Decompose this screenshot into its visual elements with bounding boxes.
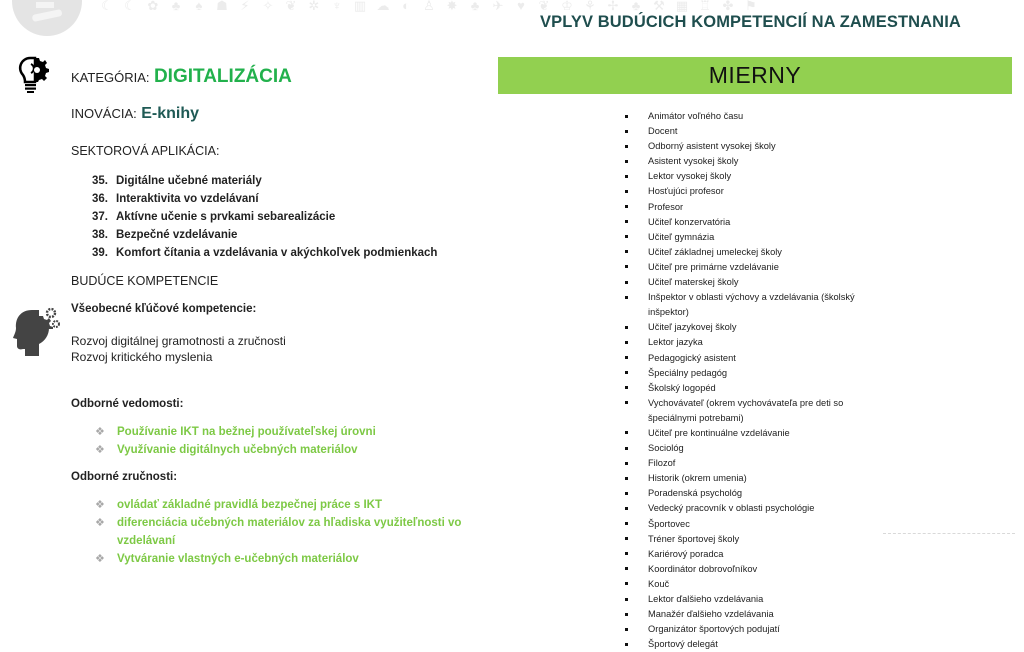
list-item bbox=[92, 208, 437, 226]
item-text: diferenciácia učebných materiálov za hľadiska využiteľnosti vo vzdelávaní bbox=[117, 517, 462, 547]
dashed-divider bbox=[883, 533, 1015, 534]
job-title: Učiteľ základnej umeleckej školy bbox=[648, 246, 782, 257]
job-title: Animátor voľného času bbox=[648, 111, 744, 121]
head-gears-icon bbox=[12, 306, 60, 363]
square-bullet-icon bbox=[625, 567, 628, 570]
job-list-item bbox=[624, 637, 864, 652]
list-item: Rozvoj digitálnej gramotnosti a zručnosti bbox=[71, 334, 286, 348]
job-title: Kouč bbox=[648, 578, 670, 589]
list-item bbox=[92, 226, 437, 244]
diamond-bullet-icon: ❖ bbox=[95, 499, 105, 511]
job-title: Lektor vysokej školy bbox=[648, 171, 732, 182]
job-title: Učiteľ pre primárne vzdelávanie bbox=[648, 261, 779, 272]
decorative-icon: ❦ bbox=[538, 0, 550, 13]
job-title: Asistent vysokej školy bbox=[648, 156, 739, 167]
job-title: Docent bbox=[648, 126, 678, 137]
job-list-item bbox=[624, 124, 864, 139]
general-competencies-heading: Všeobecné kľúčové kompetencie: bbox=[71, 303, 257, 315]
square-bullet-icon bbox=[625, 341, 628, 344]
job-list-item bbox=[624, 245, 864, 260]
job-title: Hosťujúci profesor bbox=[648, 186, 724, 197]
item-text: Aktívne učenie s prvkami sebarealizácie bbox=[116, 211, 336, 223]
job-title: Školský logopéd bbox=[648, 382, 716, 393]
job-list-item bbox=[624, 109, 864, 124]
decorative-icon: ◐ bbox=[402, 0, 410, 13]
diamond-bullet-icon: ❖ bbox=[95, 517, 105, 529]
job-title: Športovec bbox=[648, 518, 690, 529]
decorative-icon: ▦ bbox=[675, 0, 689, 13]
job-title: Lektor ďalšieho vzdelávania bbox=[648, 594, 764, 604]
graduation-logo bbox=[12, 0, 82, 36]
job-list-item bbox=[624, 441, 864, 456]
item-text: Bezpečné vzdelávanie bbox=[116, 229, 238, 241]
square-bullet-icon bbox=[625, 250, 628, 253]
decorative-icon: ⚘ bbox=[584, 0, 596, 13]
decorative-icon: ✢ bbox=[607, 0, 619, 13]
decorative-icon: ♔ bbox=[561, 0, 573, 13]
job-title: Športový delegát bbox=[648, 639, 718, 650]
job-list-item bbox=[624, 200, 864, 215]
job-list-item bbox=[624, 169, 864, 184]
job-title: Profesor bbox=[648, 201, 684, 212]
decorative-icon: ▥ bbox=[353, 0, 367, 13]
square-bullet-icon bbox=[625, 582, 628, 585]
knowledge-heading: Odborné vedomosti: bbox=[71, 398, 184, 410]
square-bullet-icon bbox=[625, 643, 628, 646]
square-bullet-icon bbox=[625, 326, 628, 329]
decorative-icon: ✧ bbox=[262, 0, 274, 13]
job-title: Učiteľ pre kontinuálne vzdelávanie bbox=[648, 427, 790, 438]
job-title: Inšpektor v oblasti výchovy a vzdelávania (školský inšpektor) bbox=[648, 292, 855, 318]
job-title: Kariérový poradca bbox=[648, 548, 724, 559]
item-text: Vytváranie vlastných e-učebných materiálov bbox=[117, 553, 359, 565]
square-bullet-icon bbox=[625, 356, 628, 359]
decorative-icon: ♆ bbox=[332, 0, 342, 13]
job-list-item bbox=[624, 290, 864, 320]
job-title: Učiteľ gymnázia bbox=[648, 231, 715, 242]
decorative-icon: ♠ bbox=[195, 0, 203, 13]
square-bullet-icon bbox=[625, 296, 628, 299]
impact-level-label: MIERNY bbox=[708, 62, 802, 88]
item-number: 38. bbox=[92, 229, 108, 241]
category-label: KATEGÓRIA: bbox=[71, 70, 150, 85]
item-text: Komfort čítania a vzdelávania v akýchkoľvek podmienkach bbox=[116, 247, 438, 259]
job-title: Lektor jazyka bbox=[648, 337, 703, 348]
list-item bbox=[92, 172, 437, 190]
innovation-value: E-knihy bbox=[141, 105, 199, 122]
page-title: VPLYV BUDÚCICH KOMPETENCIÍ NA ZAMESTNANIA bbox=[540, 13, 961, 31]
square-bullet-icon bbox=[625, 598, 628, 601]
job-title: Vychovávateľ (okrem vychovávateľa pre deti so špeciálnymi potrebami) bbox=[648, 397, 844, 423]
job-list-item bbox=[624, 501, 864, 516]
square-bullet-icon bbox=[625, 235, 628, 238]
decorative-icon: ♙ bbox=[423, 0, 435, 13]
decorative-icon: ☾ bbox=[124, 0, 136, 13]
decorative-icon: ❦ bbox=[285, 0, 297, 13]
category-value: DIGITALIZÁCIA bbox=[153, 66, 292, 87]
sector-label: SEKTOROVÁ APLIKÁCIA: bbox=[71, 144, 220, 158]
item-text: ovládať základné pravidlá bezpečnej práce s IKT bbox=[117, 499, 382, 511]
job-list-item bbox=[624, 456, 864, 471]
job-list-item bbox=[624, 351, 864, 366]
job-title: Učiteľ materskej školy bbox=[648, 277, 739, 288]
decorative-icon: ✤ bbox=[722, 0, 734, 13]
skills-heading: Odborné zručnosti: bbox=[71, 471, 178, 483]
knowledge-list bbox=[95, 423, 475, 459]
list-item bbox=[92, 244, 437, 262]
job-list-item bbox=[624, 622, 864, 637]
job-title: Učiteľ konzervatória bbox=[648, 216, 731, 227]
decorative-icon: ⚒ bbox=[653, 0, 665, 13]
job-title: Sociológ bbox=[648, 443, 684, 454]
job-list-item bbox=[624, 260, 864, 275]
decorative-icon: ✸ bbox=[446, 0, 458, 13]
job-list-item bbox=[624, 486, 864, 501]
list-item bbox=[92, 190, 437, 208]
innovation-line bbox=[71, 105, 199, 123]
job-title: Pedagogický asistent bbox=[648, 352, 736, 363]
decorative-icon: ✲ bbox=[308, 0, 320, 13]
decorative-icon: ♖ bbox=[699, 0, 711, 13]
square-bullet-icon bbox=[625, 205, 628, 208]
item-text: Využívanie digitálnych učebných materiálov bbox=[117, 444, 358, 456]
skills-list bbox=[95, 496, 475, 568]
job-list-item bbox=[624, 426, 864, 441]
job-list-item bbox=[624, 396, 864, 426]
square-bullet-icon bbox=[625, 462, 628, 465]
list-item bbox=[95, 514, 475, 550]
affected-jobs-list bbox=[624, 109, 864, 652]
decorative-icon: ☗ bbox=[216, 0, 228, 13]
job-title: Učiteľ jazykovej školy bbox=[648, 322, 737, 333]
future-competencies-label: BUDÚCE KOMPETENCIE bbox=[71, 274, 219, 288]
item-text: Digitálne učebné materiály bbox=[116, 175, 262, 187]
job-list-item bbox=[624, 184, 864, 199]
diamond-bullet-icon: ❖ bbox=[95, 553, 105, 565]
decorative-icon: ☁ bbox=[376, 0, 390, 13]
job-list-item bbox=[624, 335, 864, 350]
item-number: 36. bbox=[92, 193, 108, 205]
square-bullet-icon bbox=[625, 613, 628, 616]
diamond-bullet-icon: ❖ bbox=[95, 444, 105, 456]
square-bullet-icon bbox=[625, 477, 628, 480]
sector-application-list bbox=[92, 172, 437, 262]
square-bullet-icon bbox=[625, 220, 628, 223]
job-title: Špeciálny pedagóg bbox=[648, 367, 728, 378]
square-bullet-icon bbox=[625, 522, 628, 525]
impact-level-banner bbox=[498, 57, 1012, 94]
square-bullet-icon bbox=[625, 160, 628, 163]
job-title: Vedecký pracovník v oblasti psychológie bbox=[648, 503, 815, 514]
job-list-item bbox=[624, 471, 864, 486]
decorative-icon: ♣ bbox=[470, 0, 480, 13]
square-bullet-icon bbox=[625, 130, 628, 133]
innovation-label: INOVÁCIA: bbox=[71, 106, 137, 121]
graduation-cap-icon bbox=[30, 2, 66, 22]
list-item bbox=[95, 550, 475, 568]
lightbulb-gear-icon bbox=[16, 55, 50, 100]
decorative-icon: ♥ bbox=[517, 0, 525, 13]
list-item bbox=[95, 441, 475, 459]
square-bullet-icon bbox=[625, 447, 628, 450]
square-bullet-icon bbox=[625, 507, 628, 510]
job-list-item bbox=[624, 532, 864, 547]
diamond-bullet-icon: ❖ bbox=[95, 426, 105, 438]
square-bullet-icon bbox=[625, 281, 628, 284]
decorative-icon: ✈ bbox=[492, 0, 504, 13]
list-item bbox=[95, 423, 475, 441]
item-text: Používanie IKT na bežnej používateľskej úrovni bbox=[117, 426, 376, 438]
job-list-item bbox=[624, 215, 864, 230]
job-list-item bbox=[624, 320, 864, 335]
decorative-icon: ♣ bbox=[171, 0, 181, 13]
job-list-item bbox=[624, 275, 864, 290]
decorative-icon: ⚑ bbox=[745, 0, 757, 13]
job-title: Historik (okrem umenia) bbox=[648, 473, 747, 484]
square-bullet-icon bbox=[625, 552, 628, 555]
job-list-item bbox=[624, 139, 864, 154]
job-list-item bbox=[624, 381, 864, 396]
square-bullet-icon bbox=[625, 145, 628, 148]
square-bullet-icon bbox=[625, 115, 628, 118]
square-bullet-icon bbox=[625, 265, 628, 268]
job-list-item bbox=[624, 517, 864, 532]
square-bullet-icon bbox=[625, 175, 628, 178]
decorative-icon: ⚡ bbox=[240, 0, 250, 13]
list-item bbox=[95, 496, 475, 514]
job-list-item bbox=[624, 547, 864, 562]
job-list-item bbox=[624, 562, 864, 577]
square-bullet-icon bbox=[625, 628, 628, 631]
job-list-item bbox=[624, 607, 864, 622]
square-bullet-icon bbox=[625, 492, 628, 495]
square-bullet-icon bbox=[625, 431, 628, 434]
job-title: Filozof bbox=[648, 458, 676, 469]
square-bullet-icon bbox=[625, 537, 628, 540]
job-title: Manažér ďalšieho vzdelávania bbox=[648, 609, 774, 620]
job-title: Odborný asistent vysokej školy bbox=[648, 141, 776, 152]
list-item: Rozvoj kritického myslenia bbox=[71, 350, 213, 364]
decorative-icon: ✿ bbox=[147, 0, 159, 13]
decorative-icon: ☾ bbox=[101, 0, 113, 13]
job-list-item bbox=[624, 366, 864, 381]
square-bullet-icon bbox=[625, 371, 628, 374]
square-bullet-icon bbox=[625, 401, 628, 404]
item-number: 37. bbox=[92, 211, 108, 223]
job-title: Koordinátor dobrovoľníkov bbox=[648, 563, 758, 574]
job-list-item bbox=[624, 154, 864, 169]
category-line bbox=[71, 66, 292, 88]
general-competencies-list bbox=[71, 333, 286, 365]
item-number: 35. bbox=[92, 175, 108, 187]
item-number: 39. bbox=[92, 247, 108, 259]
item-text: Interaktivita vo vzdelávaní bbox=[116, 193, 259, 205]
job-title: Poradenská psychológ bbox=[648, 488, 743, 499]
job-list-item bbox=[624, 592, 864, 607]
job-title: Tréner športovej školy bbox=[648, 533, 740, 544]
decorative-icon: ♣ bbox=[631, 0, 641, 13]
job-title: Organizátor športových podujatí bbox=[648, 624, 780, 635]
square-bullet-icon bbox=[625, 386, 628, 389]
job-list-item bbox=[624, 230, 864, 245]
job-list-item bbox=[624, 577, 864, 592]
square-bullet-icon bbox=[625, 190, 628, 193]
